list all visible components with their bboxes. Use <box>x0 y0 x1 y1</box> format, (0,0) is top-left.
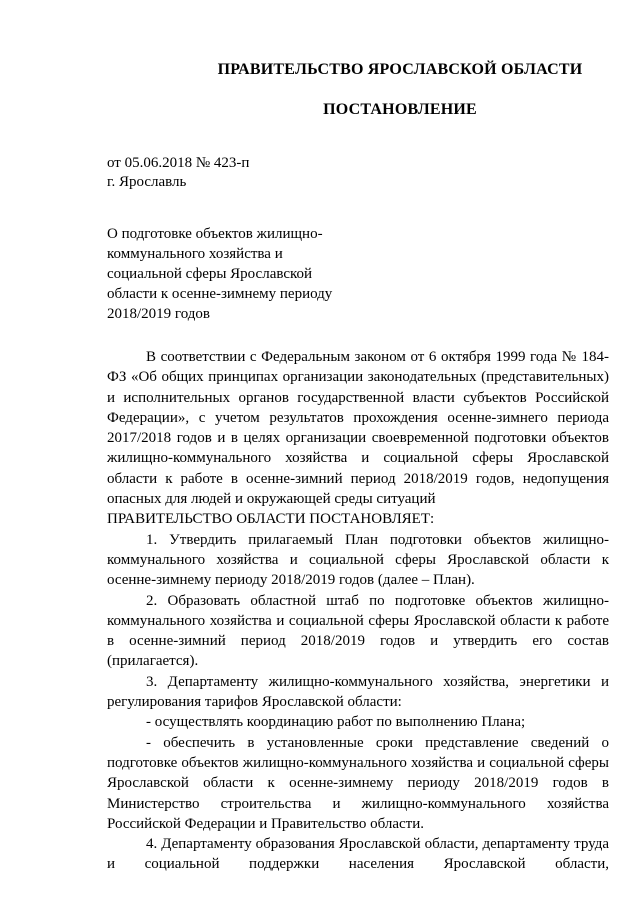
preamble-paragraph: В соответствии с Федеральным законом от 6 октября 1999 года № 184-ФЗ «Об общих принципах организации законодательных (представительных) и исполнительных органов государственной власти субъектов Российской Федерации», с учетом результатов прохождения осенне-зимнего периода 2017/2018 годов и в целях организации своевременной подготовки объектов жилищно-коммунального хозяйства и социальной сферы Ярославской области к работе в осенне-зимний период 2018/2019 годов, недопущения опасных для людей и окружающей среды ситуаций <box>107 349 609 508</box>
city: г. Ярославль <box>107 174 187 190</box>
subject-line: области к осенне-зимнему периоду <box>107 286 333 302</box>
document-type-heading: ПОСТАНОВЛЕНИЕ <box>323 101 477 118</box>
item-3b-paragraph: - обеспечить в установленные сроки представление сведений о подготовке объектов жилищно-коммунального хозяйства и социальной сферы Ярославской области к осенне-зимнему периоду 2018/2019 годов в Министерство строительства и жилищно-коммунального хозяйства Российской Федерации и Правительство области. <box>107 734 609 832</box>
document-subject <box>107 224 347 324</box>
item-1-paragraph: 1. Утвердить прилагаемый План подготовки объектов жилищно-коммунального хозяйства и социальной сферы Ярославской области к осенне-зимнему периоду 2018/2019 годов (далее – План). <box>107 531 609 589</box>
item-4-paragraph: 4. Департаменту образования Ярославской области, департаменту труда и социальной поддержки населения Ярославской области, <box>107 836 609 873</box>
subject-line: 2018/2019 годов <box>107 306 210 322</box>
subject-line: социальной сферы Ярославской <box>107 266 313 282</box>
item-3-paragraph: 3. Департаменту жилищно-коммунального хозяйства, энергетики и регулирования тарифов Ярославской области: <box>107 673 609 711</box>
item-3a-paragraph: - осуществлять координацию работ по выполнению Плана; <box>146 714 526 731</box>
item-2-paragraph: 2. Образовать областной штаб по подготовке объектов жилищно-коммунального хозяйства и социальной сферы Ярославской области к работе в осенне-зимний период 2018/2019 годов и утвердить его состав (прилагается). <box>107 592 609 670</box>
subject-line: О подготовке объектов жилищно- <box>107 226 323 242</box>
resolves-line: ПРАВИТЕЛЬСТВО ОБЛАСТИ ПОСТАНОВЛЯЕТ: <box>107 511 435 528</box>
document-body <box>107 347 609 875</box>
government-heading: ПРАВИТЕЛЬСТВО ЯРОСЛАВСКОЙ ОБЛАСТИ <box>217 61 583 78</box>
date-number: от 05.06.2018 № 423-п <box>107 155 250 171</box>
subject-line: коммунального хозяйства и <box>107 246 283 262</box>
